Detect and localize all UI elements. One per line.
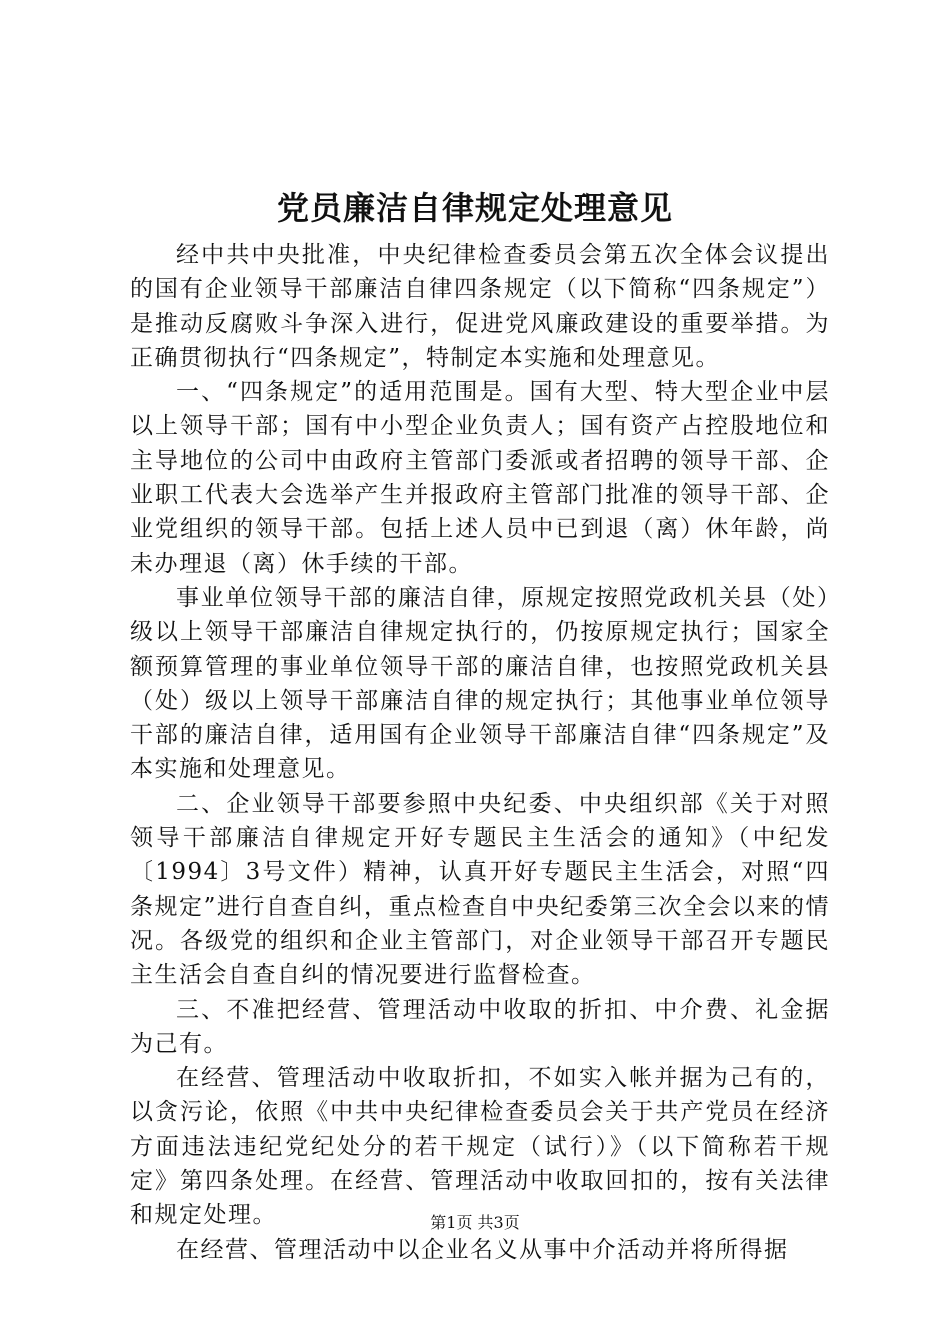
paragraph-intro: 经中共中央批准，中央纪律检查委员会第五次全体会议提出的国有企业领导干部廉洁自律四条规定（以下简称“四条规定”）是推动反腐败斗争深入进行，促进党风廉政建设的重要举措。为正确贯彻执行“四条规定”，特制定本实施和处理意见。 [130, 242, 830, 371]
page-footer: 第1页 共3页 [430, 1213, 520, 1232]
paragraph-scope: 一、“四条规定”的适用范围是。国有大型、特大型企业中层以上领导干部；国有中小型企业负责人；国有资产占控股地位和主导地位的公司中由政府主管部门委派或者招聘的领导干部、企业职工代表大会选举产生并报政府主管部门批准的领导干部、企业党组织的领导干部。包括上述人员中已到退（离）休年龄，尚未办理退（离）休手续的干部。 [130, 379, 830, 577]
paragraph-public-institutions: 事业单位领导干部的廉洁自律，原规定按照党政机关县（处）级以上领导干部廉洁自律规定执行的，仍按原规定执行；国家全额预算管理的事业单位领导干部的廉洁自律，也按照党政机关县（处）级以上领导干部廉洁自律的规定执行；其他事业单位领导干部的廉洁自律，适用国有企业领导干部廉洁自律“四条规定”及本实施和处理意见。 [130, 584, 830, 783]
document-title: 党员廉洁自律规定处理意见 [276, 189, 673, 227]
paragraph-discount-handling: 在经营、管理活动中收取折扣，不如实入帐并据为己有的，以贪污论，依照《中共中央纪律检查委员会关于共产党员在经济方面违法违纪党纪处分的若干规定（试行）》（以下简称若干规定》第四条处理。在经营、管理活动中收取回扣的，按有关法律和规定处理。 [130, 1065, 830, 1229]
paragraph-democratic-life-meeting: 二、企业领导干部要参照中央纪委、中央组织部《关于对照领导干部廉洁自律规定开好专题民主生活会的通知》（中纪发〔1994〕3号文件）精神，认真开好专题民主生活会，对照“四条规定”进行自查自纠，重点检查自中央纪委第三次全会以来的情况。各级党的组织和企业主管部门，对企业领导干部召开专题民主生活会自查自纠的情况要进行监督检查。 [130, 790, 830, 989]
paragraph-intermediary-activity: 在经营、管理活动中以企业名义从事中介活动并将所得据 [176, 1236, 789, 1263]
paragraph-rule-three: 三、不准把经营、管理活动中收取的折扣、中介费、礼金据为己有。 [130, 996, 830, 1057]
document-body [130, 238, 830, 1267]
